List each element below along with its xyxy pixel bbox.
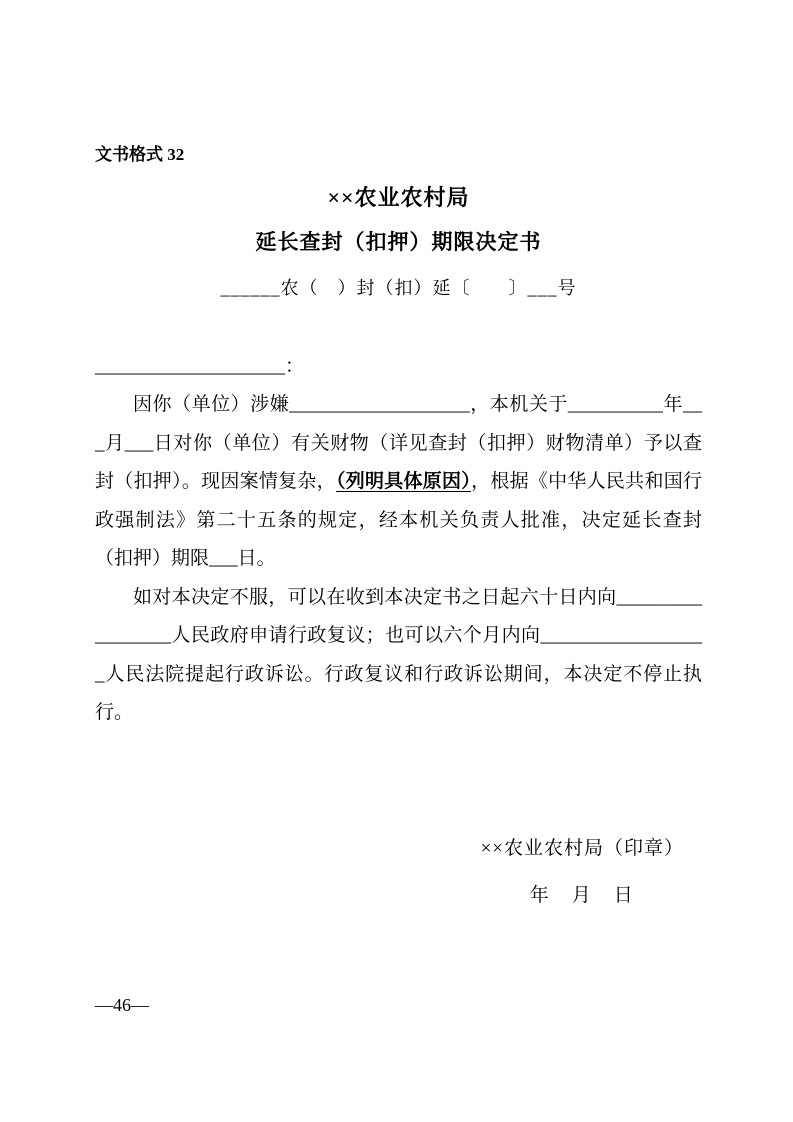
addressee-colon: ： [285, 356, 305, 377]
signature-date: 年 月 日 [529, 884, 635, 906]
paragraph-appeal-rights: 如对本决定不服，可以在收到本决定书之日起六十日内向_________________人民政府申请行政复议；也可以六个月内向__________________人民法院提起行政诉讼。行政复议和行政诉讼期间，本决定不停止执行。 [95, 586, 702, 723]
document-title: 延长查封（扣押）期限决定书 [255, 230, 542, 254]
addressee-line [95, 348, 702, 386]
para1-specific-reason: （列明具体原因） [335, 471, 472, 492]
signature-block [95, 833, 702, 907]
paragraph-reason [95, 386, 702, 579]
doc-number-line: ______农（ ）封（扣）延〔 〕___号 [220, 278, 577, 298]
addressee-blank: ____________________ [95, 356, 285, 377]
document-org-title: ××农业农村局 [327, 185, 470, 210]
para1-text-end: ，根据《中华人民共和国行政强制法》第二十五条的规定，经本机关负责人批准，决定延长查封（扣押）期限___日。 [95, 471, 702, 569]
signature-org: ××农业农村局（印章） [480, 837, 684, 859]
format-label: 文书格式 32 [95, 145, 185, 164]
para1-text-start: 因你（单位）涉嫌___________________，本机关于__________年___月___日对你（单位）有关财物（详见查封（扣押）财物清单）予以查封（扣押）。现因案情复杂， [95, 394, 702, 492]
signature-inner [481, 833, 684, 907]
page-number: —46— [95, 995, 149, 1015]
